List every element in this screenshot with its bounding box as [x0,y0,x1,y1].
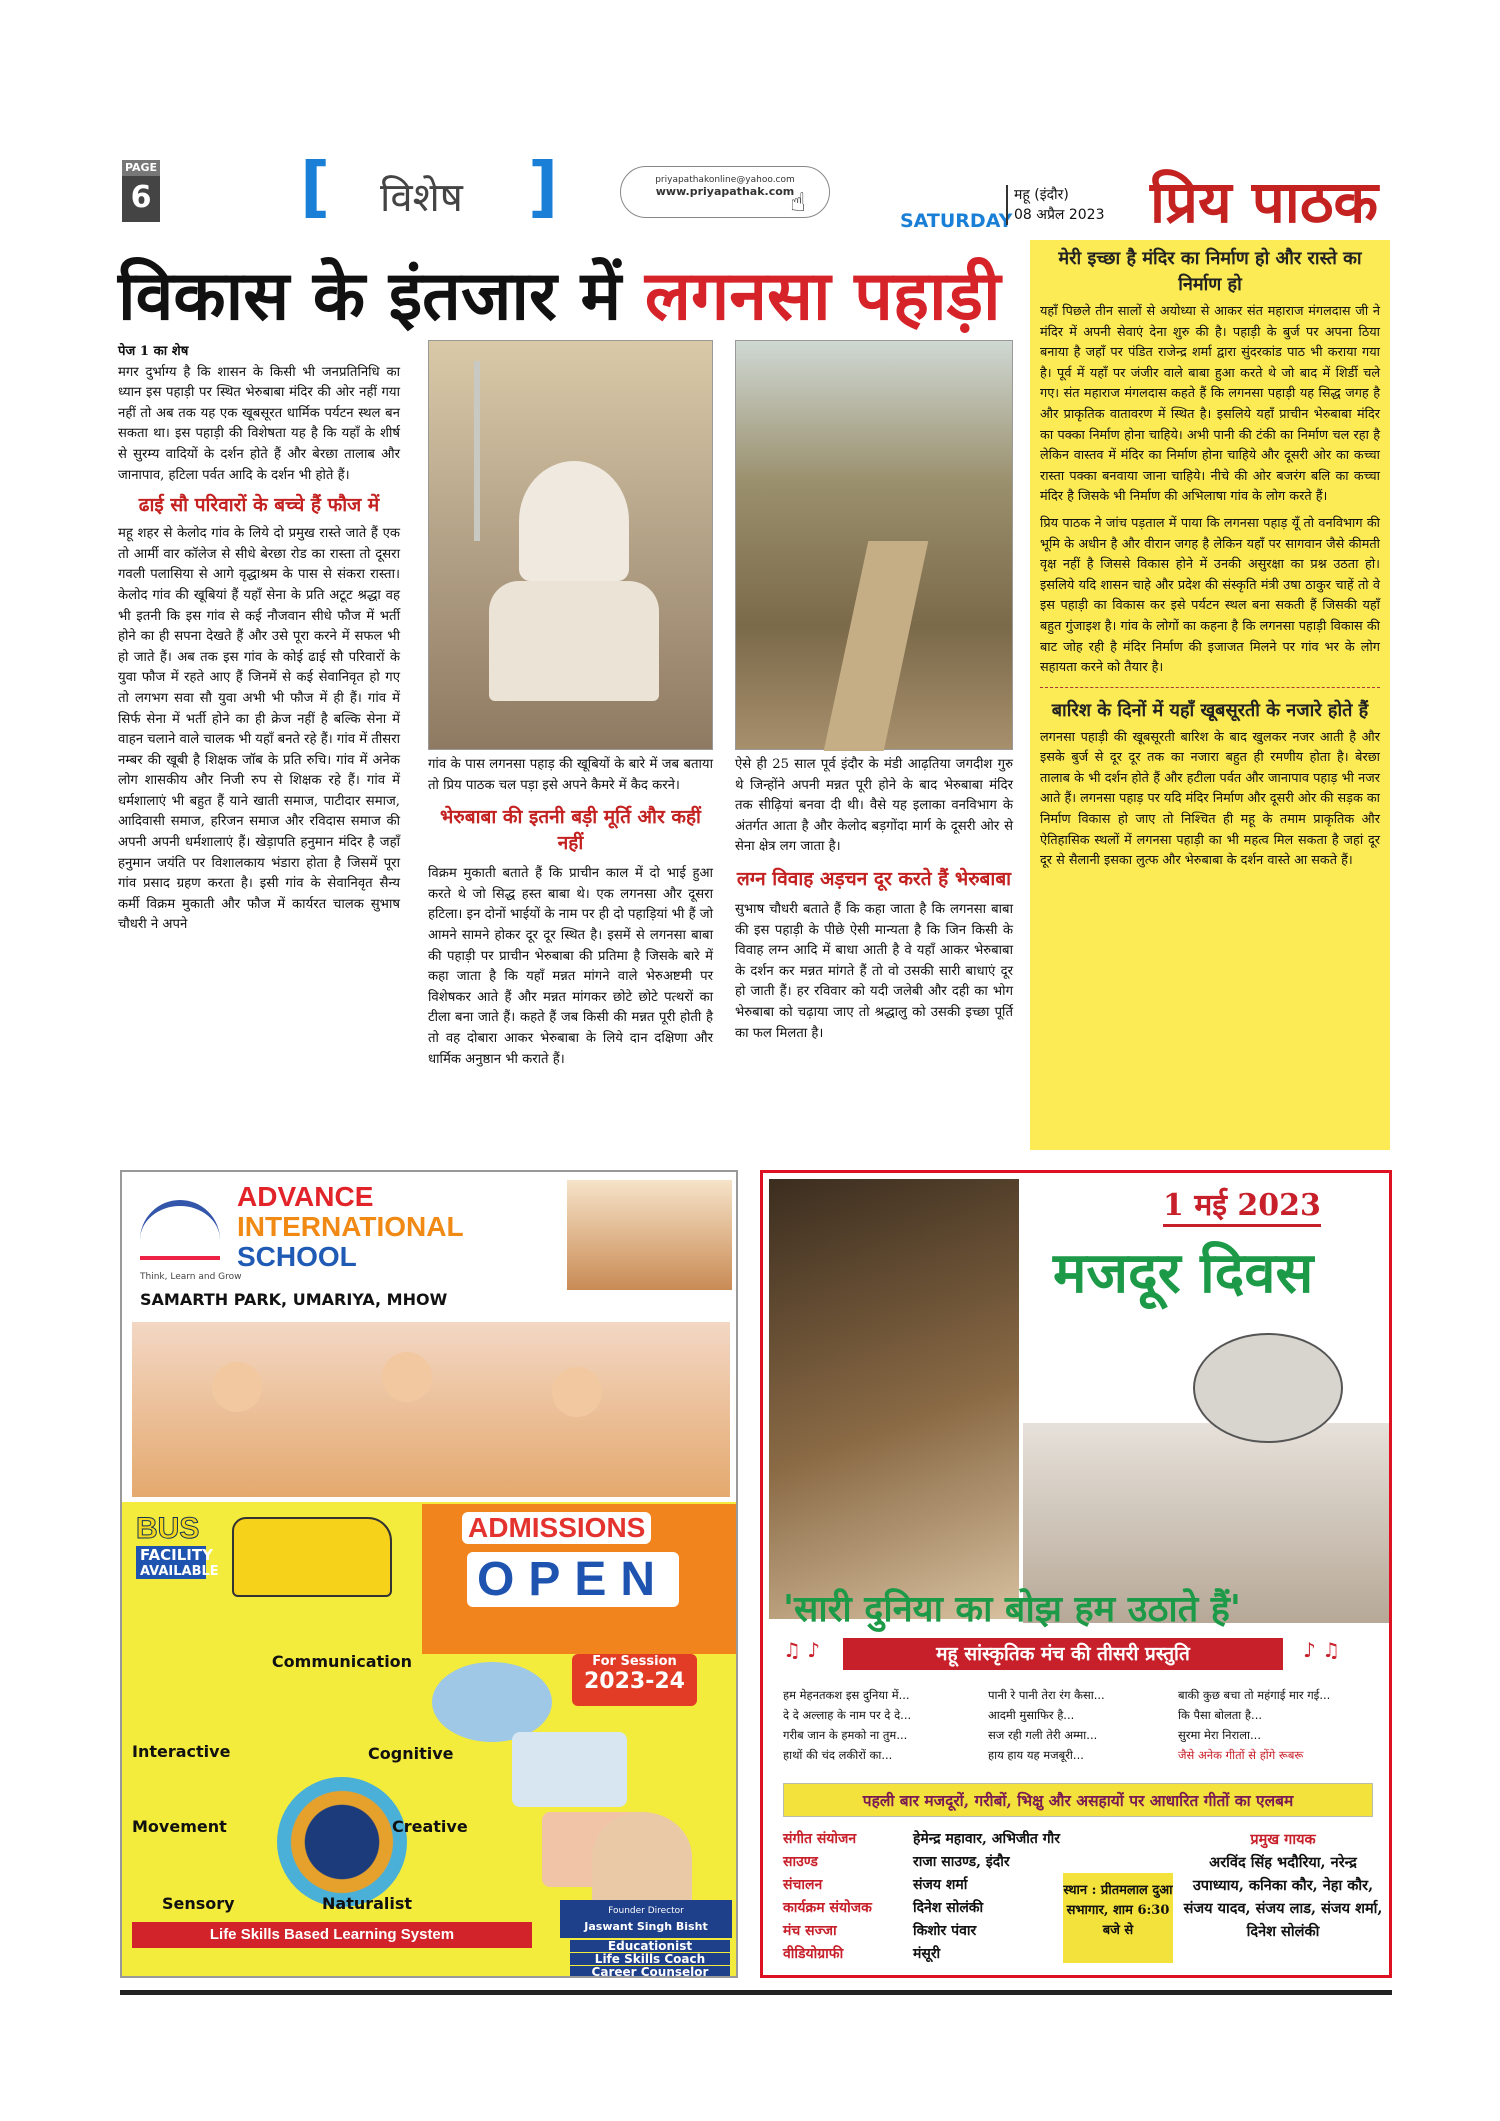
sidebar-heading: बारिश के दिनों में यहाँ खूबसूरती के नजारे होते हैं [1051,699,1369,721]
brain-head-icon [277,1777,407,1907]
subheading: भेरुबाबा की इतनी बड़ी मूर्ति और कहीं नहीं [440,806,701,855]
song-note: जैसे अनेक गीतों से होंगे रूबरू [1178,1748,1304,1762]
credit-role: वीडियोग्राफी [783,1946,844,1962]
website[interactable]: www.priyapathak.com [655,185,795,198]
right-bracket: ] [528,148,559,225]
headline-part-red: लगनसा पहाड़ी [644,256,1001,336]
path-trail [824,541,929,751]
album-strip: पहली बार मजदूरों, गरीबों, भिक्षु और असहायों पर आधारित गीतों का एलबम [783,1783,1373,1817]
role: Educationist [570,1940,730,1952]
credit-name: संजय शर्मा [913,1877,968,1893]
song: पानी रे पानी तेरा रंग कैसा... [988,1688,1105,1702]
singers-list: अरविंद सिंह भदौरिया, नरेन्द्र उपाध्याय, कनिका कौर, नेहा कौर, संजय यादव, संजय लाड, संजय शर्मा, दिनेश सोलंकी [1183,1854,1383,1940]
school-name-line3: SCHOOL [237,1241,357,1272]
photo-hill-path [735,340,1013,750]
founder-roles [570,1940,730,1978]
credit-role: साउण्ड [783,1854,818,1870]
paragraph: सुभाष चौधरी बताते हैं कि कहा जाता है कि लगनसा बाबा की इस पहाड़ी के पीछे ऐसी मान्यता है कि जिन किसी के विवाह लग्न आदि में बाधा आती है वे यहाँ आकर भेरुबाबा के दर्शन कर मन्नत मांगते हैं तो वो उसकी सारी बाधाएं दूर हो जाती हैं। हर रविवार को यदी जलेबी और दही का भोग भेरुबाबा को चढ़ाया जाए तो श्रद्धालु को उसकी इच्छा पूर्ति का फल मिलता है। [735,901,1013,1041]
skill-interactive: Interactive [132,1742,231,1761]
founder-title: Founder Director [608,1906,684,1916]
credit-name: दिनेश सोलंकी [913,1900,984,1916]
child-face [552,1367,602,1417]
founder-photo [592,1812,692,1902]
song: सुरमा मेरा निराला... [1178,1728,1261,1742]
newspaper-masthead: प्रिय पाठक [1150,168,1379,236]
credit-role: कार्यक्रम संयोजक [783,1900,872,1916]
subheading: ढाई सौ परिवारों के बच्चे हैं फौज में [138,494,380,517]
singers-heading: प्रमुख गायक [1250,1831,1316,1848]
school-name-line1: ADVANCE [237,1181,374,1212]
skill-sensory: Sensory [162,1894,235,1913]
left-bracket: [ [300,148,331,225]
email[interactable]: priyapathakonline@yahoo.com [655,175,795,185]
sidebar-heading: मेरी इच्छा है मंदिर का निर्माण हो और रास्ते का निर्माण हो [1058,248,1362,295]
child-face [212,1362,262,1412]
divider [1040,687,1380,688]
role: Career Counselor [570,1966,730,1978]
trident-icon [474,361,480,541]
sack-icon [1193,1333,1343,1443]
music-notes-icon: ♪ ♫ [1303,1638,1341,1662]
song: सज रही गली तेरी अम्मा... [988,1728,1098,1742]
event-date: 1 मई 2023 [1163,1183,1321,1227]
page-number-label [122,160,160,222]
skill-communication: Communication [271,1652,413,1671]
song: हम मेहनतकश इस दुनिया में... [783,1688,910,1702]
credit-row [783,1920,1073,1943]
school-bus-icon [232,1517,392,1597]
credit-role: संगीत संयोजन [783,1831,857,1847]
subheading: लग्न विवाह अड़चन दूर करते हैं भेरुबाबा [736,867,1012,890]
song: हाथों की चंद लकीरों का... [783,1748,893,1762]
song: आदमी मुसाफिर है... [988,1708,1075,1722]
credit-name: राजा साउण्ड, इंदौर [913,1854,1010,1870]
song: दे दे अल्लाह के नाम पर दे दे... [783,1708,912,1722]
credit-row [783,1851,1073,1874]
child-portrait-illustration [769,1179,1019,1619]
presentation-banner: महू सांस्कृतिक मंच की तीसरी प्रस्तुति [843,1638,1283,1670]
date: 08 अप्रैल 2023 [1014,207,1105,223]
credit-name: हेमेन्द्र महावार, अभिजीत गौर [913,1831,1061,1847]
open-heading: OPEN [467,1552,679,1607]
credit-row [783,1874,1073,1897]
labour-day-title: मजदूर दिवस [1053,1240,1314,1306]
credit-role: मंच सज्जा [783,1923,837,1939]
singers-block [1183,1828,1383,1943]
school-advertisement[interactable] [120,1170,738,1978]
labour-day-advertisement[interactable] [760,1170,1392,1978]
founder-name: Jaswant Singh Bisht [584,1920,708,1933]
section-title: विशेष [380,175,463,221]
paragraph: महू शहर से केलोद गांव के लिये दो प्रमुख रास्ते जाते हैं एक तो आर्मी वार कॉलेज से सीधे बेरछा रोड का रास्ता तो दूसरा गवली पलासिया से आगे वृद्धाश्रम के पास से संकरा रास्ता। केलोद गांव की खूबियां हैं यहाँ सेना के प्रति अटूट श्रद्धा वह भी इतनी कि इस गांव से कई नौजवान सीधे फौज में भर्ती होने का ही सपना देखते हैं और उसे पूरा करने में सफल भी हो जाते हैं। अब तक इस गांव के कोई ढाई सौ परिवारों के युवा फौज में रहते आए हैं जिनमें से कई सेवानिवृत हो गए तो लगभग सवा सौ युवा अभी भी फौज में ही हैं। गांव में सिर्फ सेना में भर्ती होने का ही क्रेज नहीं है बल्कि सेना में वाहन चलाने वाले चालक भी यहाँ बनते रहे हैं। गांव में तीसरा नम्बर की खूबी है शिक्षक जॉब के प्रति रुचि। गांव में अनेक लोग शासकीय और निजी रुप से शिक्षक रहे हैं। गांव में धर्मशालाएं भी बहुत हैं याने खाती समाज, पाटीदार समाज, आदिवासी समाज, हरिजन समाज और रविदास समाज की अपनी अपनी धर्मशालाएं हैं। खेड़ापति हनुमान मंदिर है जहाँ हनुमान जयंति पर विशालकाय भंडारा होता है जिसमें पूरा गांव प्रसाद ग्रहण करता है। इसी गांव के सेवानिवृत सैन्य कर्मी विक्रम मुकाती और फौज में कार्यरत चालक सुभाष चौधरी ने अपने [118,526,401,933]
paragraph: विक्रम मुकाती बताते हैं कि प्राचीन काल में दो भाई हुआ करते थे जो सिद्ध हस्त बाबा थे। एक लगनसा और दूसरा हटिला। इन दोनों भाईयों के नाम पर ही दो पहाड़ियां भी हैं जो आमने सामने होकर दूर दूर स्थित है। इसमें से लगनसा बाबा की पहाड़ी पर प्राचीन भेरुबाबा की प्रतिमा है जिसके बारे में कहा जाता है कि यहाँ मन्नत मांगने वाले भेरुअष्टमी पर विशेषकर आते हैं और मन्नत मांगकर छोटे छोटे पत्थरों का टीला बना जाते हैं। कहते हैं जब किसी की मन्नत पूरी होती है तो वह दोबारा आकर भेरुबाबा के लिये दान दक्षिणा और धार्मिक अनुष्ठान भी कराते हैं। [428,866,713,1067]
photo-caption: ऐसे ही 25 साल पूर्व इंदौर के मंडी आढ़तिया जगदीश गुरु थे जिन्होंने अपनी मन्नत पूरी होने के बाद भेरुबाबा मंदिर तक सीढ़ियां बनवा दी थी। वैसे यह इलाका वनविभाग के अंतर्गत आता है और केलोद बड़गोंदा मार्ग के दूसरी ओर से सेना क्षेत्र लग जाता है। [735,757,1013,855]
photo-caption: गांव के पास लगनसा पहाड़ की खूबियों के बारे में जब बताया तो प्रिय पाठक चल पड़ा इसे अपने कैमरे में कैद करने। [428,757,713,793]
sidebar-text [1030,728,1390,872]
article-headline [118,246,1001,339]
song: हाय हाय यह मजबूरी... [988,1748,1084,1762]
songs-column-3 [1178,1685,1388,1765]
songs-column-2 [988,1685,1178,1765]
admissions-heading: ADMISSIONS [462,1512,651,1544]
credit-row [783,1943,1073,1966]
school-name-line2: INTERNATIONAL [237,1211,464,1242]
saint-figure [519,461,629,581]
activity-photo [432,1662,552,1742]
article-column-3 [735,755,1013,1044]
song: कि पैसा बोलता है... [1178,1708,1263,1722]
paragraph: मगर दुर्भाग्य है कि शासन के किसी भी जनप्रतिनिधि का ध्यान इस पहाड़ी पर स्थित भेरुबाबा मंदिर की ओर नहीं गया नहीं तो अब तक यह एक खूबसूरत धार्मिक पर्यटन स्थल बन सकता था। इस पहाड़ी की विशेषता यह है कि यहाँ के शीर्ष से सुरम्य वादियों के दर्शन होते हैं और बेरछा तालाब और जानापाव, हटिला पर्वत आदि के दर्शन भी होते हैं। [118,364,400,483]
classroom-photo [132,1322,730,1497]
skill-creative: Creative [392,1817,468,1836]
songs-column-1 [783,1685,983,1765]
session-year: 2023-24 [584,1669,685,1694]
school-address: SAMARTH PARK, UMARIYA, MHOW [140,1290,448,1309]
paragraph: लगनसा पहाड़ी की खूबसूरती बारिश के बाद खुलकर नजर आती है और इसके बुर्ज से दूर दूर तक का नजारा बहुत ही रमणीय होता है। बेरछा तालाब के भी दर्शन होते हैं और हटीला पर्वत और जानापाव पहाड़ भी नजर आते हैं। लगनसा पहाड़ पर यदि मंदिर निर्माण और दूसरी ओर की सड़क का निर्माण विकास हो जाए तो निश्चित ही महू के तमाम प्राकृतिक और ऐतिहासिक स्थलों में लगनसा पहाड़ी का भी महत्व मिल सकता है जहां दूर दूर से सैलानी इसका लुत्फ और भेरुबाबा के दर्शन वास्ते आ सकते हैं। [1040,729,1380,869]
sidebar-text [1030,302,1390,679]
page-label-text: PAGE [122,160,160,176]
activity-photo [512,1732,627,1807]
headline-part-black: विकास के इंतजार में [118,256,622,336]
child-face [382,1352,432,1402]
school-building-photo [567,1180,732,1290]
pointer-hand-icon: ☝ [790,188,806,218]
session-badge [572,1654,697,1706]
bus-facility [136,1512,219,1582]
credit-row [783,1897,1073,1920]
article-column-1 [118,342,400,936]
bus-label: AVAILABLE [136,1564,206,1579]
paragraph: यहाँ पिछले तीन सालों से अयोध्या से आकर संत महाराज मंगलदास जी ने मंदिर में अपनी सेवाएं देना शुरु की है। पहाड़ी के बुर्ज पर अपना ठिया बनाया है जहाँ पर पंडित राजेन्द्र शर्मा द्वारा सुंदरकांड पाठ भी कराया गया है। पूर्व में यहाँ पर जंजीर वाले बाबा हुआ करते थे जो बाद में शिर्डी चले गए। संत महाराज मंगलदास कहते हैं कि लगनसा पहाड़ी यह सिद्ध जगह है और प्राकृतिक वातावरण में स्थित है। इसलिये यहाँ प्राचीन भेरुबाबा मंदिर का पक्का निर्माण होना चाहिये। अभी पानी की टंकी का निर्माण चल रहा है लेकिन वास्तव में मंदिर का निर्माण होना चाहिये और दूसरी ओर का कच्चा रास्ता पक्का बनवाया जाना चाहिये। नीचे की ओर बजरंग बलि का कच्चा मंदिर है जिसके भी निर्माण की अभिलाषा गांव के लोग करते हैं। [1040,304,1380,505]
credit-name: किशोर पंवार [913,1923,977,1939]
bus-label: FACILITY [136,1546,206,1564]
credit-role: संचालन [783,1877,823,1893]
saint-robe [489,581,659,701]
venue-box: स्थान : प्रीतमलाल दुआ सभागार, शाम 6:30 बजे से [1063,1873,1173,1963]
learning-system-banner: Life Skills Based Learning System [132,1922,532,1948]
day-label: SATURDAY [900,210,1013,232]
skill-cognitive: Cognitive [368,1744,454,1763]
role: Life Skills Coach [570,1953,730,1965]
slogan: 'सारी दुनिया का बोझ हम उठाते हैं' [783,1588,1241,1630]
bus-label: BUS [136,1512,200,1545]
place: महू (इंदौर) [1014,187,1069,203]
article-column-2 [428,755,713,1070]
credit-name: मंसूरी [913,1946,941,1962]
sidebar-box [1030,240,1390,1150]
school-tagline: Think, Learn and Grow [140,1272,242,1282]
session-label: For Session [592,1654,677,1669]
skill-naturalist: Naturalist [322,1894,413,1913]
continued-label: पेज 1 का शेष [118,344,189,359]
credits-list [783,1828,1073,1966]
music-notes-icon: ♫ ♪ [783,1638,821,1662]
dateline [1006,185,1105,225]
song: गरीब जान के हमको ना तुम... [783,1728,908,1742]
skill-movement: Movement [132,1817,227,1836]
page-number: 6 [130,180,152,215]
bottom-rule [120,1990,1392,1995]
paragraph: प्रिय पाठक ने जांच पड़ताल में पाया कि लगनसा पहाड़ यूँ तो वनविभाग की भूमि के अधीन है और वीरान जगह है लेकिन यहाँ पर सागवान जैसे कीमती वृक्ष नहीं है जिससे विकास होने में उनकी असुरक्षा का प्रश्न उठता हो। इसलिये यदि शासन चाहे और प्रदेश की संस्कृति मंत्री उषा ठाकुर चाहें तो वे इस पहाड़ी का विकास कर इसे पर्यटन स्थल बना सकती हैं जिसकी यहाँ बहुत गुंजाइश है। गांव के लोगों का कहना है कि लगनसा पहाड़ी विकास की बाट जोह रही है मंदिर निर्माण की इजाजत मिलने पर गांव भर के लोग सहायता करने को तैयार है। [1040,515,1380,676]
song: बाकी कुछ बचा तो महंगाई मार गई... [1178,1688,1331,1702]
founder-plate [560,1900,732,1938]
credit-row [783,1828,1073,1851]
school-name [237,1182,464,1272]
photo-saint [428,340,713,750]
